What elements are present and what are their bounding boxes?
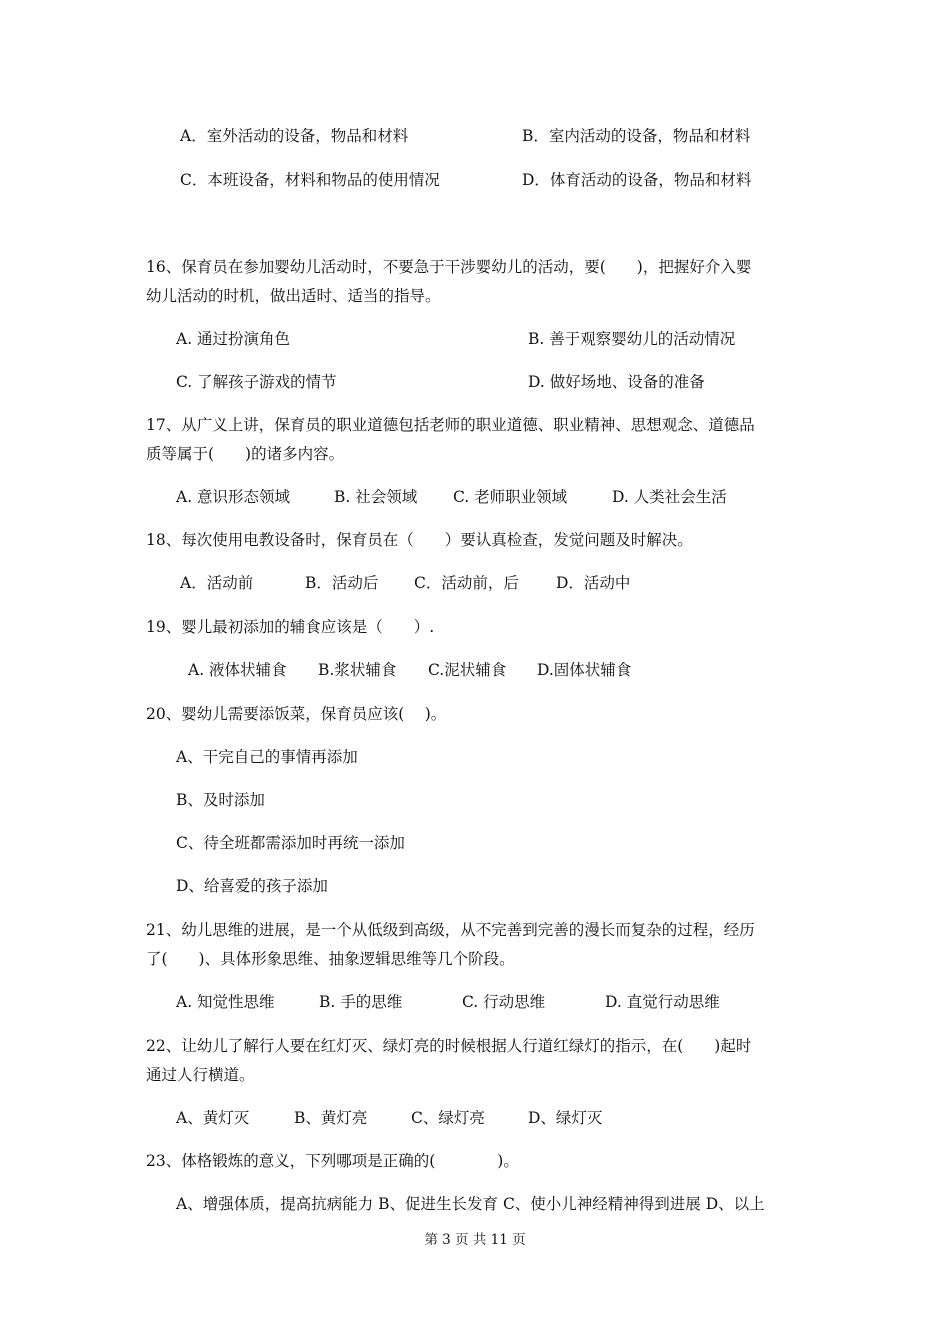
q22-stem-line1: 22、让幼儿了解行人要在红灯灭、绿灯亮的时候根据人行道红绿灯的指示，在( )起时 [146, 1037, 752, 1055]
q18-option-d: D．活动中 [556, 574, 631, 592]
q17-option-d: D. 人类社会生活 [612, 488, 727, 506]
q21-stem-line2: 了( )、具体形象思维、抽象逻辑思维等几个阶段。 [146, 950, 515, 968]
q21-option-b: B. 手的思维 [319, 993, 403, 1011]
q16-stem-line1: 16、保育员在参加婴幼儿活动时，不要急于干涉婴幼儿的活动，要( )，把握好介入婴 [146, 258, 752, 276]
q16-option-c: C. 了解孩子游戏的情节 [176, 373, 337, 391]
q15-option-d: D．体育活动的设备，物品和材料 [522, 171, 752, 189]
q19-option-d: D.固体状辅食 [537, 661, 632, 679]
q20-option-b: B、及时添加 [176, 791, 265, 809]
q22-option-a: A、黄灯灭 [176, 1109, 250, 1127]
q21-option-d: D. 直觉行动思维 [605, 993, 720, 1011]
q16-stem-line2: 幼儿活动的时机，做出适时、适当的指导。 [146, 287, 441, 305]
q17-option-a: A. 意识形态领域 [176, 488, 291, 506]
q22-option-b: B、黄灯亮 [294, 1109, 368, 1127]
q16-option-a: A. 通过扮演角色 [176, 330, 291, 348]
q22-option-c: C、绿灯亮 [411, 1109, 485, 1127]
q19-option-a: A. 液体状辅食 [188, 661, 287, 679]
q22-option-d: D、绿灯灭 [528, 1109, 603, 1127]
q16-option-b: B. 善于观察婴幼儿的活动情况 [528, 330, 736, 348]
q22-stem-line2: 通过人行横道。 [146, 1066, 255, 1084]
q17-stem-line1: 17、从广义上讲，保育员的职业道德包括老师的职业道德、职业精神、思想观念、道德品 [146, 416, 755, 434]
q16-option-d: D. 做好场地、设备的准备 [528, 373, 705, 391]
q19-option-b: B.浆状辅食 [318, 661, 397, 679]
q21-stem-line1: 21、幼儿思维的进展，是一个从低级到高级，从不完善到完善的漫长而复杂的过程，经历 [146, 921, 755, 939]
q15-option-b: B．室内活动的设备，物品和材料 [522, 127, 751, 145]
q21-option-a: A. 知觉性思维 [176, 993, 275, 1011]
q19-option-c: C.泥状辅食 [428, 661, 507, 679]
q21-option-c: C. 行动思维 [462, 993, 546, 1011]
q20-stem: 20、婴幼儿需要添饭菜，保育员应该( )。 [146, 705, 447, 723]
q23-options: A、增强体质，提高抗病能力 B、促进生长发育 C、使小儿神经精神得到进展 D、以上 [176, 1195, 765, 1213]
q23-stem: 23、体格锻炼的意义，下列哪项是正确的( )。 [146, 1152, 519, 1170]
q20-option-d: D、给喜爱的孩子添加 [176, 877, 328, 895]
page-footer: 第 3 页 共 11 页 [424, 1232, 526, 1248]
q17-option-c: C. 老师职业领域 [453, 488, 568, 506]
q18-stem: 18、每次使用电教设备时，保育员在（ ）要认真检查，发觉问题及时解决。 [146, 531, 693, 549]
q19-stem: 19、婴儿最初添加的辅食应该是（ ）. [146, 618, 435, 636]
q17-option-b: B. 社会领域 [334, 488, 418, 506]
q18-option-c: C．活动前，后 [414, 574, 519, 592]
q15-option-a: A．室外活动的设备，物品和材料 [180, 127, 409, 145]
q18-option-b: B．活动后 [305, 574, 379, 592]
q17-stem-line2: 质等属于( )的诸多内容。 [146, 445, 345, 463]
q15-option-c: C．本班设备，材料和物品的使用情况 [180, 171, 440, 189]
q18-option-a: A．活动前 [180, 574, 254, 592]
q20-option-a: A、干完自己的事情再添加 [176, 748, 358, 766]
q20-option-c: C、待全班都需添加时再统一添加 [176, 834, 405, 852]
